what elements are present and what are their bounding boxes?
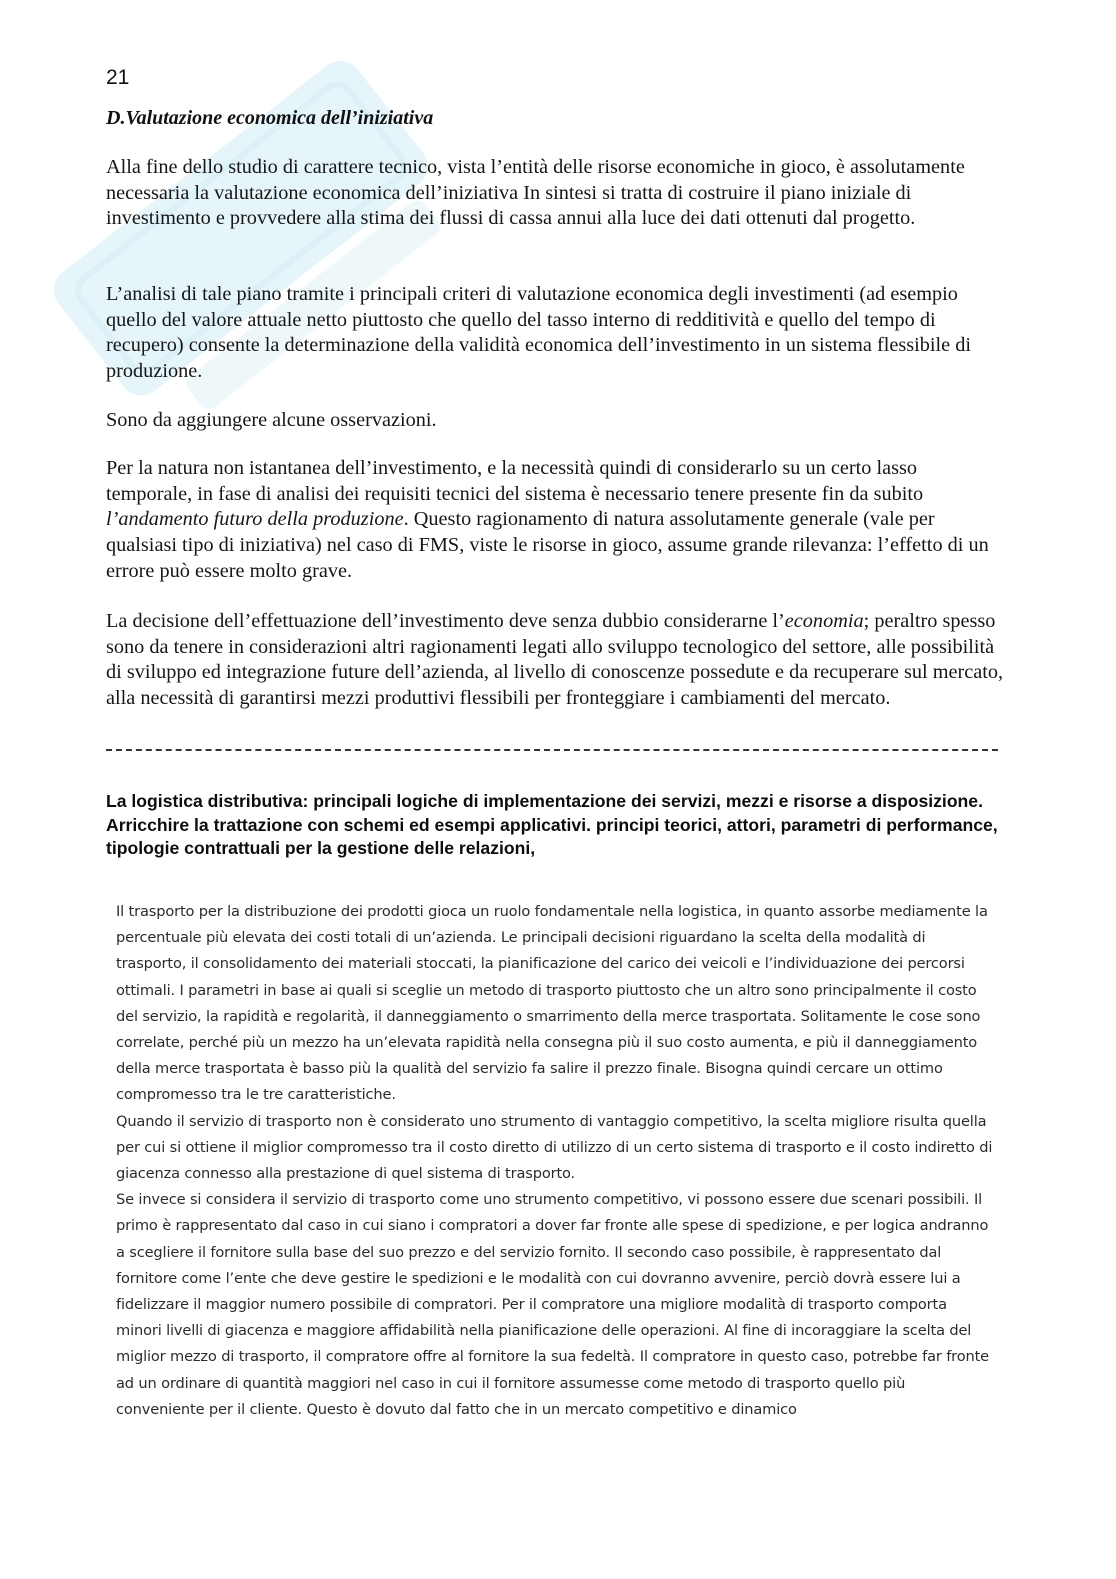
- paragraph-text: La decisione dell’effettuazione dell’investimento deve senza dubbio considerarne l’: [106, 610, 785, 632]
- paragraph-investment-decision: [106, 609, 1006, 712]
- scan-paragraph: Il trasporto per la distribuzione dei prodotti gioca un ruolo fondamentale nella logistica, in quanto assorbe mediamente la percentuale più elevata dei costi totali di un’azienda. Le principali decisioni riguardano la scelta della modalità di trasporto, il consolidamento dei materiali stoccati, la pianificazione del carico dei veicoli e l’individuazione dei percorsi ottimali. I parametri in base ai quali si sceglie un metodo di trasporto piuttosto che un altro sono principalmente il costo del servizio, la rapidità e regolarità, il danneggiamento o smarrimento della merce trasportata. Solitamente le cose sono correlate, perché più un mezzo ha un’elevata rapidità nella consegna più il suo costo aumenta, e più il danneggiamento della merce trasportata è basso più la qualità del servizio fa salire il prezzo finale. Bisogna quindi cercare un ottimo compromesso tra le tre caratteristiche.: [116, 903, 988, 1104]
- paragraph-text: Per la natura non istantanea dell’investimento, e la necessità quindi di considerarlo su un certo lasso temporale, in fase di analisi dei requisiti tecnici del sistema è necessario tenere presente fin da subito: [106, 457, 924, 505]
- scan-paragraph: Se invece si considera il servizio di trasporto come uno strumento competitivo, vi possono essere due scenari possibili. Il primo è rappresentato dal caso in cui siano i compratori a dover far fronte alle spese di spedizione, e per logica andranno a scegliere il fornitore sulla base del suo prezzo e del servizio fornito. Il secondo caso possibile, è rappresentato dal fornitore come l’ente che deve gestire le spedizioni e le modalità con cui dovranno avvenire, perciò dovrà essere lui a fidelizzare il maggior numero possibile di compratori. Per il compratore una migliore modalità di trasporto comporta minori livelli di giacenza e maggiore affidabilità nella pianificazione delle operazioni. Al fine di incoraggiare la scelta del miglior mezzo di trasporto, il compratore offre al fornitore la sua fedeltà. Il compratore in questo caso, potrebbe far fronte ad un ordinare di quantità maggiori nel caso in cui il fornitore assumesse come metodo di trasporto quello più conveniente per il cliente. Questo è dovuto dal fatto che in un mercato competitivo e dinamico: [116, 1191, 989, 1418]
- scan-paragraph: Quando il servizio di trasporto non è considerato uno strumento di vantaggio competitivo, la scelta migliore risulta quella per cui si ottiene il miglior compromesso tra il costo diretto di utilizzo di un certo sistema di trasporto e il costo indiretto di giacenza connesso alla prestazione di quel sistema di trasporto.: [116, 1112, 993, 1183]
- question-heading: La logistica distributiva: principali logiche di implementazione dei servizi, mezzi e risorse a disposizione. Arricchire la trattazione con schemi ed esempi applicativi. principi teorici, attori, parametri di performance, tipologie contrattuali per la gestione delle relazioni,: [106, 791, 998, 858]
- emphasis-text: economia: [784, 610, 864, 632]
- scanned-text-block: [116, 899, 996, 1423]
- watermark-logo: [20, 30, 480, 450]
- paragraph-text: ; peraltro spesso sono da tenere in considerazioni altri ragionamenti legati allo sviluppo tecnologico del settore, alle possibilità di sviluppo ed integrazione future dell’azienda, al livello di conoscenze possedute e da recuperare sul mercato, alla necessità di garantirsi mezzi produttivi flessibili per fronteggiare i cambiamenti del mercato.: [106, 610, 1004, 710]
- paragraph-text: . Questo ragionamento di natura assolutamente generale (vale per qualsiasi tipo di iniziativa) nel caso di FMS, viste le risorse in gioco, assume grande rilevanza: l’effetto di un errore può essere molto grave.: [106, 508, 989, 582]
- section-divider: [106, 749, 998, 751]
- section-title: D.Valutazione economica dell’iniziativa: [106, 107, 434, 129]
- page-number: 21: [106, 66, 130, 89]
- paragraph-production-trend: [106, 456, 1006, 585]
- paragraph-observations: Sono da aggiungere alcune osservazioni.: [106, 409, 437, 431]
- emphasis-text: l’andamento futuro della produzione: [106, 508, 404, 531]
- paragraph-analysis: L’analisi di tale piano tramite i principali criteri di valutazione economica degli investimenti (ad esempio quello del valore attuale netto piuttosto che quello del tasso interno di redditività e quello del tempo di recupero) consente la determinazione della validità economica dell’investimento in un sistema flessibile di produzione.: [106, 283, 972, 383]
- paragraph-intro: Alla fine dello studio di carattere tecnico, vista l’entità delle risorse economiche in gioco, è assolutamente necessaria la valutazione economica dell’iniziativa In sintesi si tratta di costruire il piano iniziale di investimento e provvedere alla stima dei flussi di cassa annui alla luce dei dati ottenuti dal progetto.: [106, 156, 965, 230]
